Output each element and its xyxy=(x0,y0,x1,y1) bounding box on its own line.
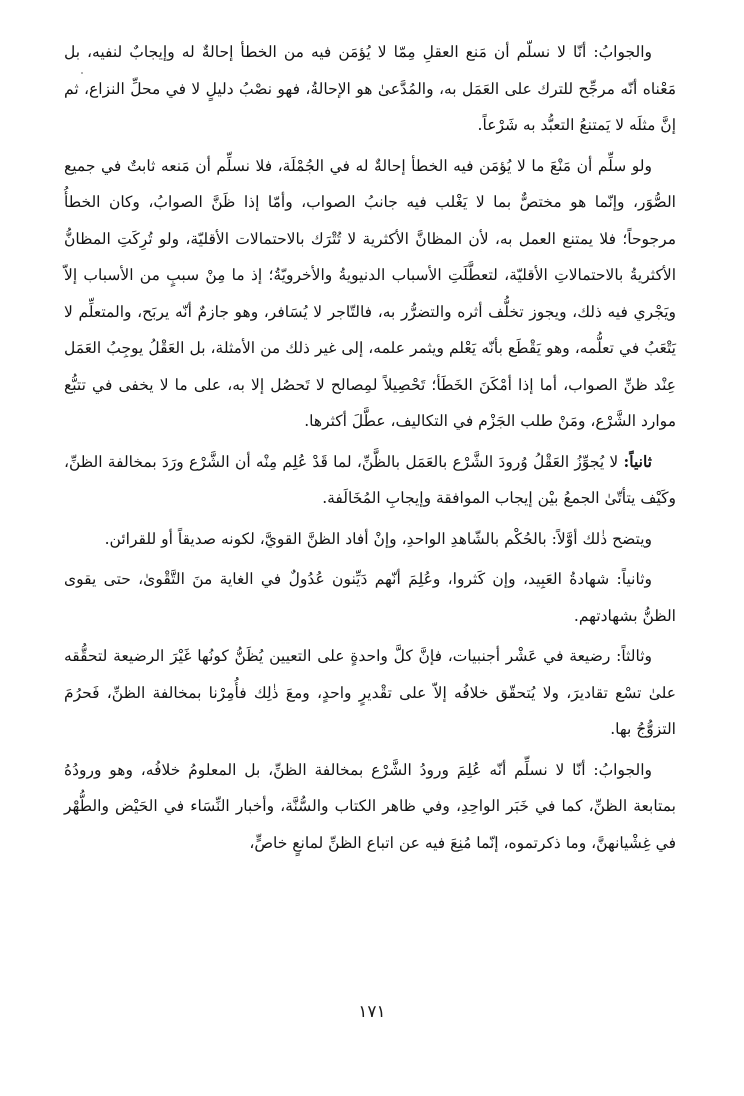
paragraph-concession xyxy=(64,148,676,440)
paragraph-second-objection xyxy=(64,444,676,517)
paragraph-text: ويتضح ذٰلك أوَّلاً: بالحُكْم بالشّاهدِ الواحدِ، وإنْ أفاد الظنَّ القويَّ، لكونه صديقاً أو للقرائن. xyxy=(104,529,652,548)
section-label: ثانياً: xyxy=(623,451,652,471)
paragraph-answer-1 xyxy=(64,34,676,144)
paragraph-text: وثالثاً: رضيعة في عَشْر أجنبيات، فإنَّ كلَّ واحدةٍ على التعيين يُظَنُّ كونُها غَيْرَ الرضيعة لتحقُّقه علىٰ تسْع تقاديرَ، ولا يُتحقّق خلافُه إلاّ على تقْديرٍ واحدٍ، ومعَ ذٰلِك فأُمِرْنا بمخالفة الظنِّ، فَحرُمَ التزوُّجُ بها. xyxy=(64,647,676,738)
page-number: ١٧١ xyxy=(358,1002,386,1022)
paragraph-text: لا يُجوِّزُ العَقْلُ وُرودَ الشَّرْع بالعَمَل بالظَّنِّ، لما قَدْ عُلِم مِنْه أن الشَّرْع ورَدَ بمخالفة الظنِّ، وكَيْف يتأتّىٰ الجمعُ بيْن إيجاب الموافقة وإيجابِ المُخَالَفة. xyxy=(64,452,676,507)
paragraph-text: والجوابُ: أنّا لا نسلِّم أنّه عُلِمَ ورودُ الشَّرْع بمخالفة الظنِّ، بل المعلومُ خلافُه، وهو ورودُهُ بمتابعة الظنِّ، كما في خَبَر الواحِدِ، وفي ظاهر الكتاب والسُّنَّة، وأخبار النِّسَاء في الحَيْض والطُّهْر في غِشْيانهنَّ، وما ذكرتموه، إنّما مُنِعَ فيه عن اتباع الظنِّ لمانعٍ خاصٍّ، xyxy=(64,760,676,852)
paragraph-text: والجوابُ: أنّا لا نسلّم أن مَنع العقلِ مِمّا لا يُؤمَن فيه من الخطأ إحالةٌ له وإيجابٌ لنفيه، بل مَعْناه أنّه مرجِّح للترك على العَمَل به، والمُدَّعىٰ هو الإحالةُ، فهو نصْبُ دليلٍ لا في محلِّ النزاع، ثم إنَّ مثلَه لا يَمتنعُ التعبُّد به شَرْعاً. xyxy=(64,43,676,134)
paragraph-answer-2 xyxy=(64,752,676,862)
page-body xyxy=(64,34,676,861)
paragraph-third-example xyxy=(64,638,676,748)
paragraph-second-example xyxy=(64,561,676,634)
paragraph-text: وثانياً: شهادةُ العَبِيد، وإن كَثروا، وعُلِمَ أنّهم دَيِّنون عُدُولٌ في الغاية منَ التَّقْوىٰ، حتى يقوى الظنُّ بشهادتهم. xyxy=(64,570,676,625)
paragraph-first-example xyxy=(64,521,676,558)
paragraph-text: ولو سلِّم أن مَنْعَ ما لا يُؤمَن فيه الخطأ إحالةٌ له في الجُمْلَة، فلا نسلِّم أن مَنعه ثابتٌ في جميع الصُّوَر، وإنّما هو مختصٌّ بما لا يَغْلب فيه جانبُ الصواب، وأمّا إذا ظَنَّ الصوابُ، وكان الخطأُ مرجوحاً؛ فلا يمتنع العمل به، لأن المظانَّ الأكثرية لا تُتْرَك بالاحتمالات الأقليّة، ولو تُرِكَتِ المظانُّ الأكثريةُ بالاحتمالاتِ الأقليّة، لتعطَّلَتِ الأسباب الدنيويةُ والأخرويّةُ؛ إذ ما مِنْ سببٍ من الأسباب إلاّ ويَجْري فيه ذلك، ويجوز تخلُّف أثره والتضرُّر به، فالتّاجر لا يُسَافر، وهو جازمٌ أنّه يربَح، والمتعلِّم لا يَتْعَبُ في تعلُّمه، وهو يَقْطَع بأنّه يَعْلم ويثمر علمه، إلى غير ذلك من الأمثلة، بل العَقْلُ يوجِبُ العَمَل عِنْد ظنِّ الصواب، أما إذا أمْكَنَ الخَطَأ؛ تَحْصِيلاً لمِصالح لا تَحصُل إلا به، على ما لا يخفى في تتبُّع موارد الشَّرْع، ومَنْ طلب الجَزْم في التكاليف، عطَّلَ أكثرها. xyxy=(64,156,676,430)
